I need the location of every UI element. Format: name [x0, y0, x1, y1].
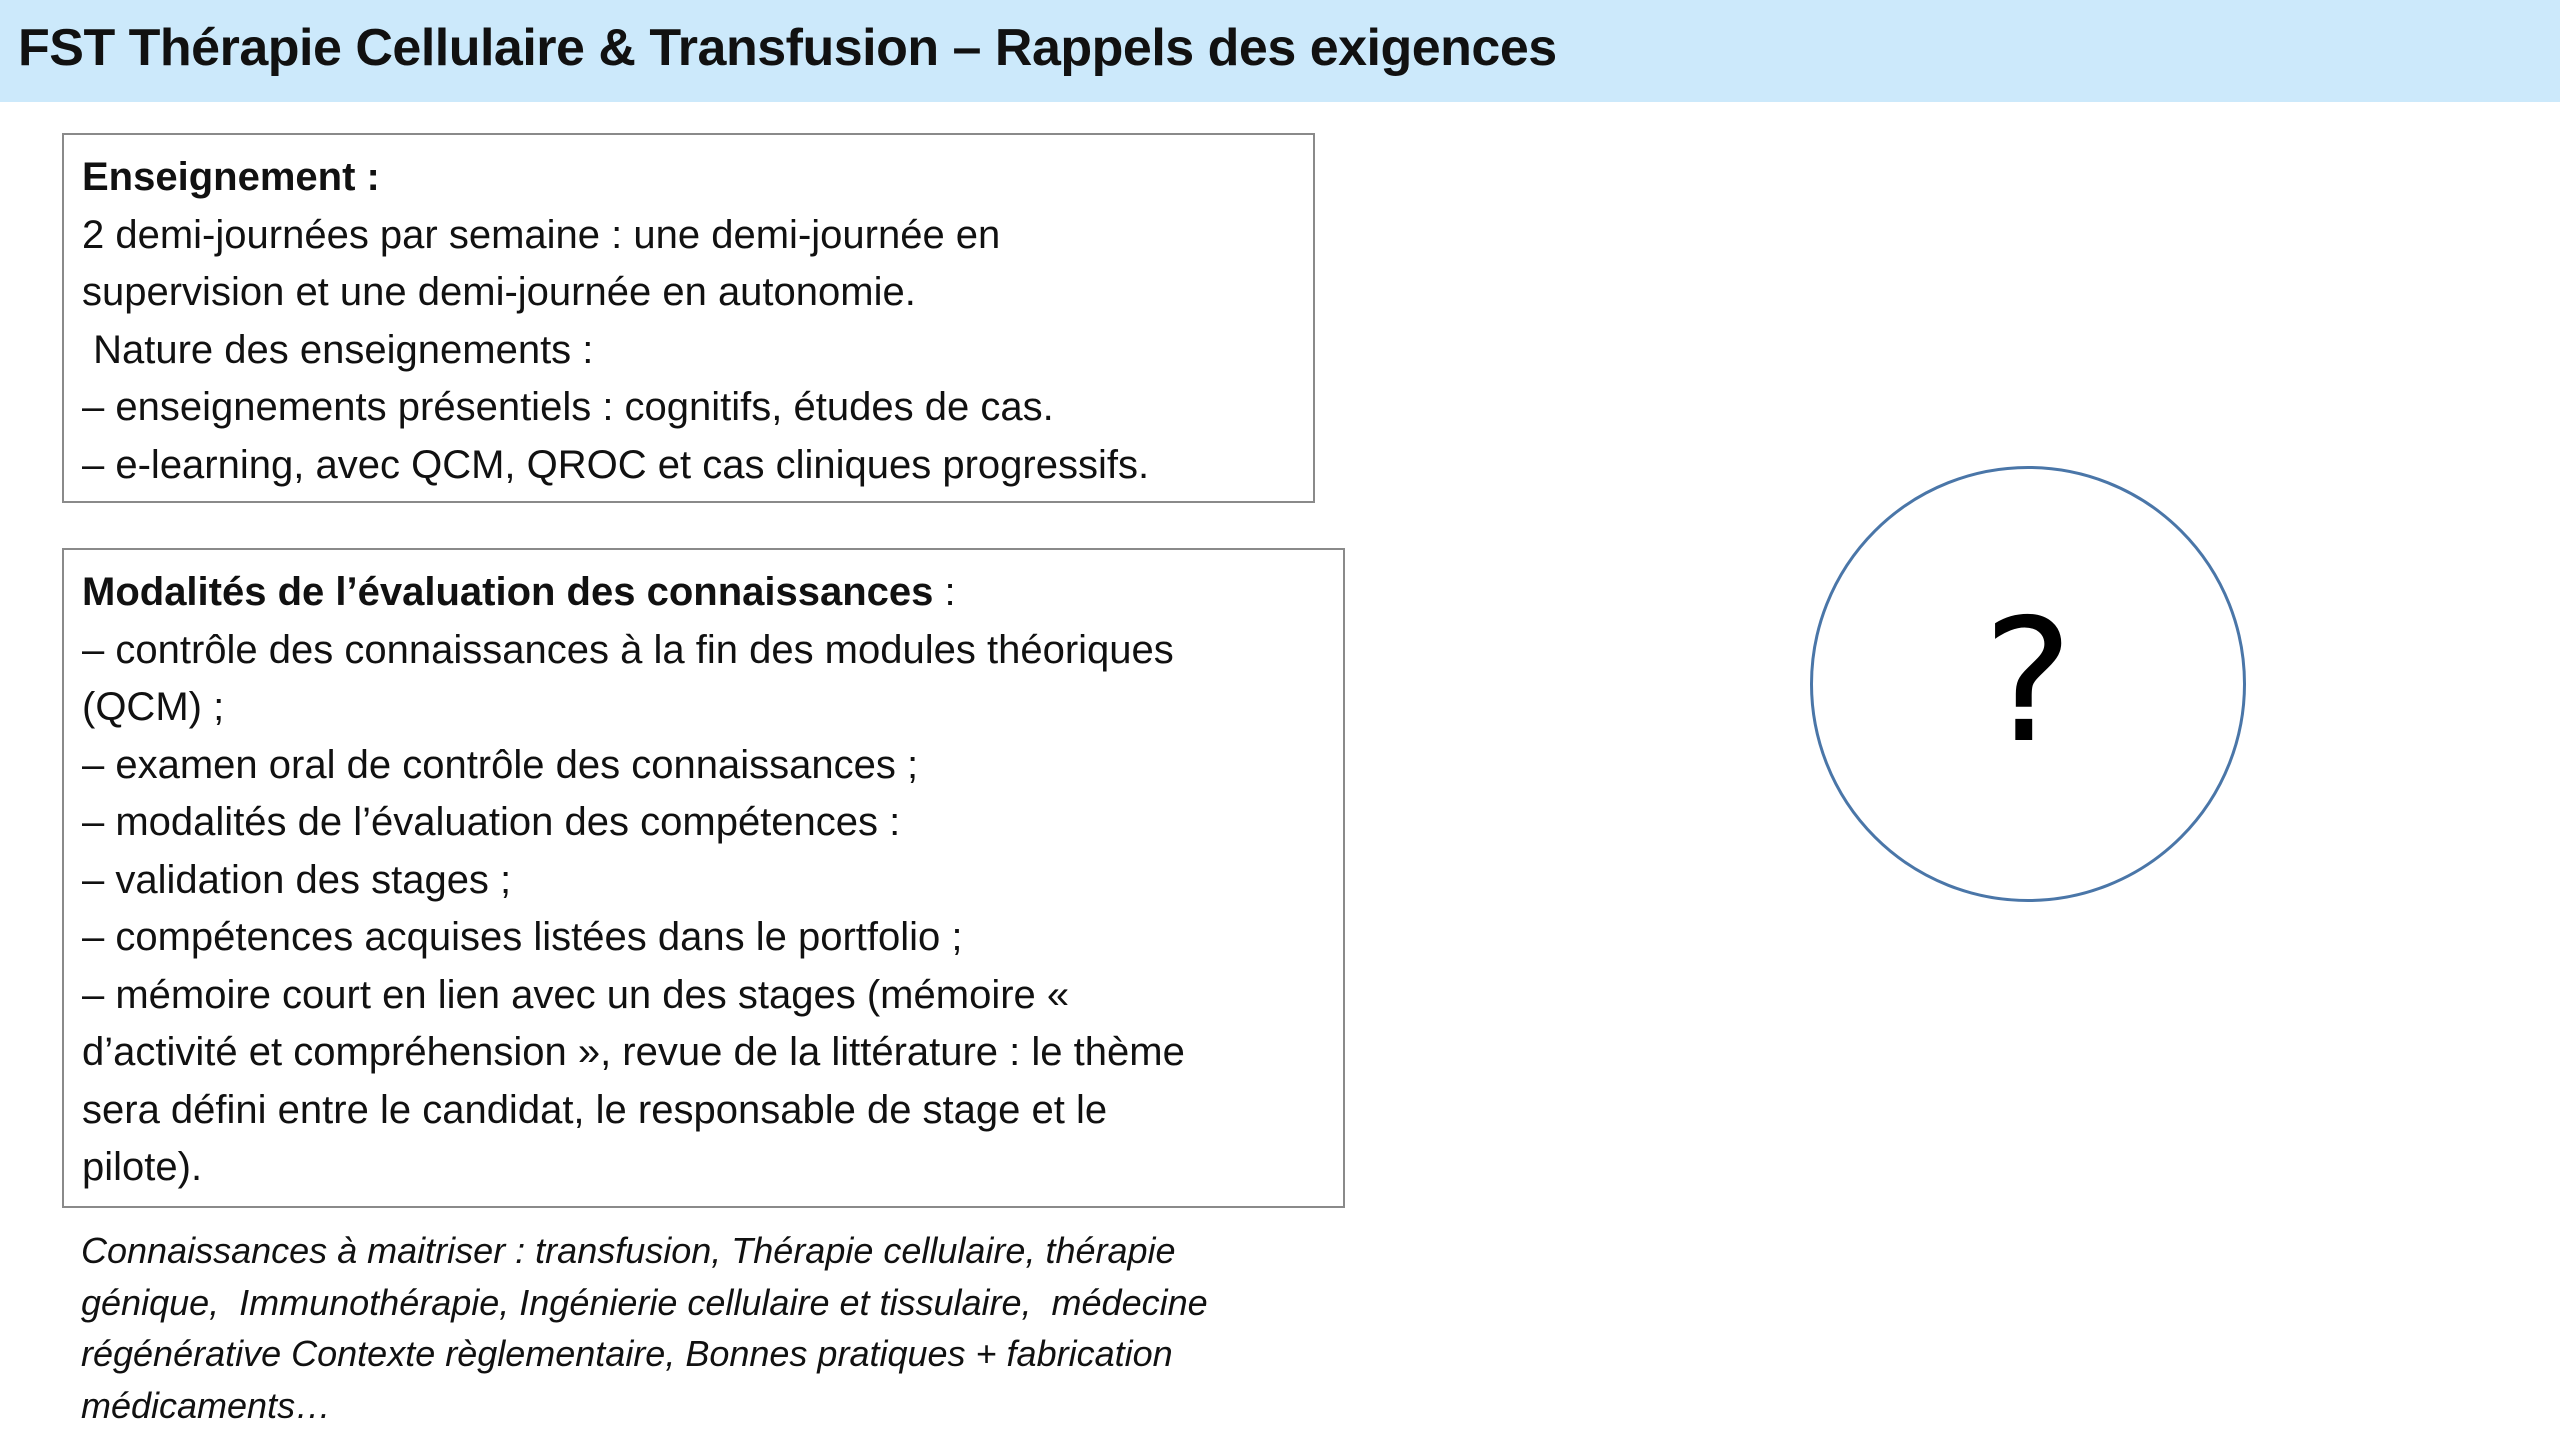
enseignement-line: supervision et une demi-journée en autonomie.	[82, 270, 916, 314]
connaissances-line: Connaissances à maitriser : transfusion, Thérapie cellulaire, thérapie	[81, 1230, 1176, 1271]
modalites-line: – compétences acquises listées dans le portfolio ;	[82, 915, 963, 959]
modalites-heading: Modalités de l’évaluation des connaissances	[82, 570, 934, 614]
modalites-heading-line	[82, 564, 1325, 622]
question-mark-icon: ?	[1982, 583, 2074, 781]
enseignement-box	[62, 133, 1315, 503]
modalites-line: – modalités de l’évaluation des compétences :	[82, 800, 901, 844]
connaissances-line: génique, Immunothérapie, Ingénierie cellulaire et tissulaire, médecine	[81, 1281, 1208, 1323]
slide-title: FST Thérapie Cellulaire & Transfusion – Rappels des exigences	[18, 19, 1557, 77]
modalites-line: pilote).	[82, 1145, 203, 1189]
enseignement-line: Nature des enseignements :	[82, 327, 594, 372]
question-circle	[1810, 466, 2246, 902]
modalites-line: sera défini entre le candidat, le responsable de stage et le	[82, 1087, 1108, 1132]
modalites-heading-suffix: :	[933, 570, 956, 614]
enseignement-heading: Enseignement :	[82, 155, 380, 199]
connaissances-line: régénérative Contexte règlementaire, Bonnes pratiques + fabrication	[81, 1333, 1173, 1374]
title-bar	[0, 0, 2560, 102]
enseignement-line: 2 demi-journées par semaine : une demi-journée en	[82, 212, 1001, 257]
modalites-line: d’activité et compréhension », revue de la littérature : le thème	[82, 1030, 1185, 1074]
connaissances-line: médicaments…	[81, 1384, 332, 1426]
enseignement-line: – enseignements présentiels : cognitifs, études de cas.	[82, 385, 1054, 429]
modalites-line: – validation des stages ;	[82, 857, 512, 902]
enseignement-line: – e-learning, avec QCM, QROC et cas cliniques progressifs.	[82, 442, 1150, 487]
modalites-line: (QCM) ;	[82, 685, 225, 729]
modalites-box	[62, 548, 1345, 1208]
connaissances-text	[81, 1225, 1381, 1431]
modalites-line: – mémoire court en lien avec un des stages (mémoire «	[82, 972, 1070, 1017]
modalites-line: – examen oral de contrôle des connaissances ;	[82, 742, 919, 787]
modalites-line: – contrôle des connaissances à la fin des modules théoriques	[82, 627, 1174, 672]
